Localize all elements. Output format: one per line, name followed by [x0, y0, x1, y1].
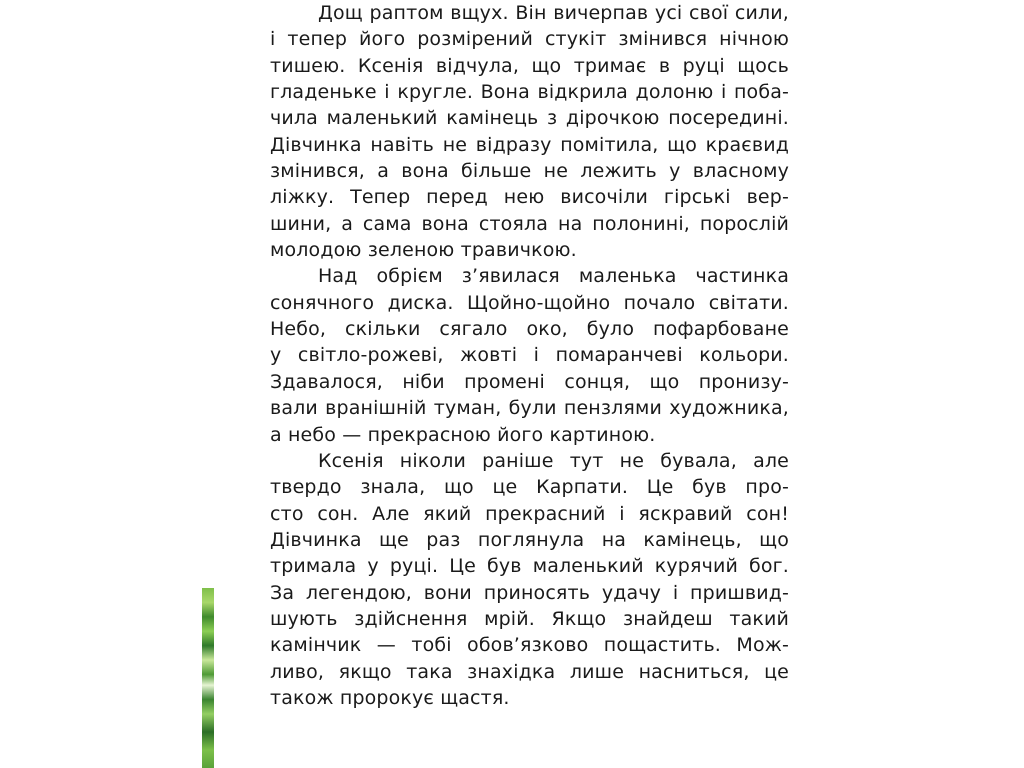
paragraph-3 — [270, 448, 789, 711]
text-line: ліжку. Тепер перед нею височіли гірські вер- — [270, 186, 789, 209]
text-line: Дівчинка ще раз поглянула на камінець, що — [270, 528, 789, 551]
text-line: Небо, скільки сягало око, було пофарбоване — [270, 318, 789, 341]
text-line: гладеньке і кругле. Вона відкрила долоню і поба- — [270, 81, 789, 104]
text-line: камінчик — тобі обов’язково пощастить. Мож- — [270, 634, 789, 657]
text-line: За легендою, вони приносять удачу і пришвид- — [270, 581, 789, 604]
text-line: чила маленький камінець з дірочкою посередині. — [270, 107, 789, 130]
text-line: у світло-рожеві, жовті і помаранчеві кольори. — [270, 344, 789, 367]
text-line: а небо — прекрасною його картиною. — [270, 423, 656, 446]
text-line: Дівчинка навіть не відразу помітила, що краєвид — [270, 133, 789, 156]
text-line: Над обрієм з’явилася маленька частинка — [318, 265, 789, 288]
text-line: Ксенія ніколи раніше тут не бувала, але — [318, 449, 789, 472]
text-line: Дощ раптом вщух. Він вичерпав усі свої сили, — [318, 2, 789, 24]
text-line: і тепер його розмірений стукіт змінився нічною — [270, 28, 789, 51]
text-line: твердо знала, що це Карпати. Це був про- — [270, 476, 789, 499]
paragraph-2 — [270, 263, 789, 447]
text-line: також пророкує щастя. — [270, 686, 510, 709]
text-line: шують здійснення мрій. Якщо знайдеш такий — [270, 607, 789, 630]
text-line: ливо, якщо така знахідка лише насниться, це — [270, 660, 789, 683]
text-line: сто сон. Але який прекрасний і яскравий сон! — [270, 502, 789, 525]
text-line: Здавалося, ніби промені сонця, що пронизу- — [270, 370, 789, 393]
text-line: сонячного диска. Щойно-щойно почало світати. — [270, 291, 789, 314]
paragraph-1 — [270, 0, 789, 263]
text-line: змінився, а вона більше не лежить у власному — [270, 160, 789, 183]
text-line: молодою зеленою травичкою. — [270, 239, 577, 262]
text-line: шини, а сама вона стояла на полонині, порослій — [270, 212, 789, 235]
text-line: тишею. Ксенія відчула, що тримає в руці щось — [270, 54, 789, 77]
story-text — [270, 0, 789, 711]
green-illustration-edge — [202, 588, 214, 768]
text-line: вали вранішній туман, були пензлями художника, — [270, 397, 789, 420]
text-line: тримала у руці. Це був маленький курячий бог. — [270, 555, 789, 578]
